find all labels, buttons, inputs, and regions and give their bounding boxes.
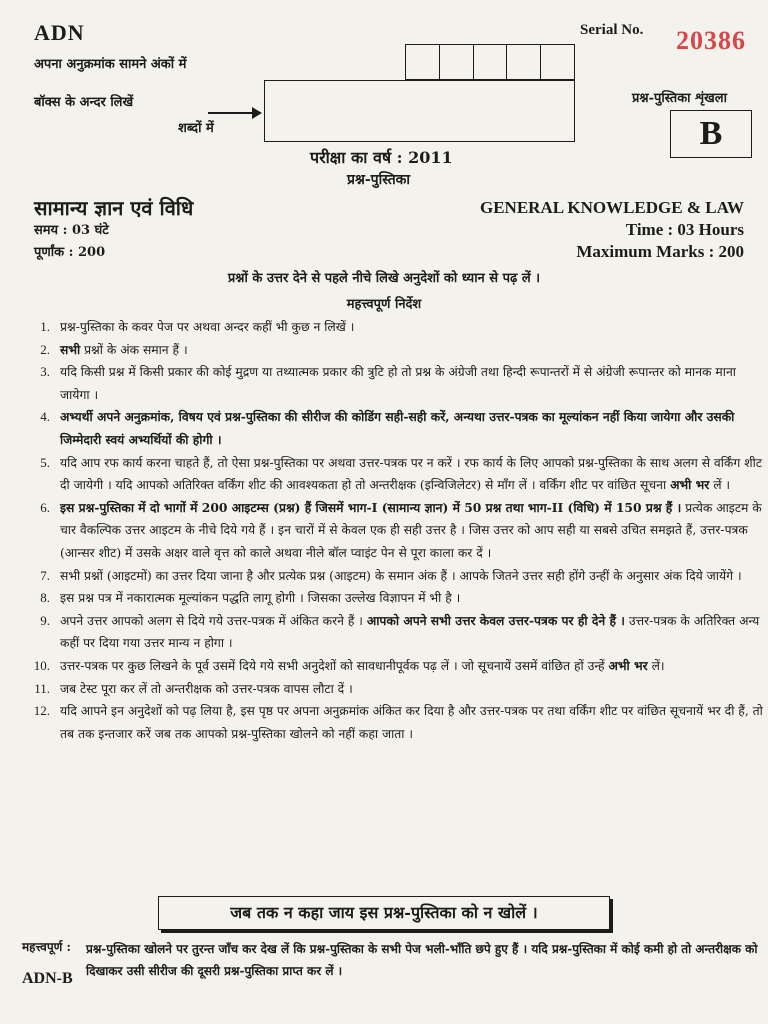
instruction-item bbox=[26, 700, 766, 745]
item-bold-text: अभी भर bbox=[670, 477, 710, 493]
digit-box[interactable] bbox=[406, 45, 440, 79]
instruction-item bbox=[26, 361, 766, 406]
item-bold-text: इस प्रश्न-पुस्तिका में दो भागों में 200 आइटम्स (प्रश्न) हैं जिसमें भाग-I (सामान्य ज्ञान) में 50 प्रश्न तथा भाग-II (विधि) में 150 प्रश्न हैं । bbox=[60, 499, 682, 515]
time-hindi: समय : 03 घंटे bbox=[34, 223, 109, 238]
item-text: प्रश्न-पुस्तिका के कवर पेज पर अथवा अन्दर कहीं भी कुछ न लिखें । bbox=[60, 320, 355, 334]
instruction-item bbox=[26, 452, 766, 497]
digit-box[interactable] bbox=[474, 45, 508, 79]
arrow-icon bbox=[208, 112, 258, 114]
item-text: लें । bbox=[709, 478, 731, 493]
instruction-item bbox=[26, 339, 766, 362]
item-text: सभी प्रश्नों (आइटमों) का उत्तर दिया जाना है और प्रत्येक प्रश्न (आइटम) के समान अंक हैं । आपके जितने उत्तर सही होंगे उन्हीं के अनुसार अंक दिये जायेंगे । bbox=[60, 568, 742, 583]
item-number: 8. bbox=[40, 590, 50, 606]
instruction-item bbox=[26, 316, 766, 339]
item-text: उत्तर-पत्रक के अतिरिक्त अन्य कहीं पर दिया गया उत्तर मान्य न होगा । bbox=[60, 613, 760, 651]
footer-code: ADN-B bbox=[22, 970, 73, 987]
item-number: 10. bbox=[33, 657, 50, 673]
marks-english: Maximum Marks : 200 bbox=[576, 242, 744, 261]
instruction-item bbox=[26, 406, 766, 451]
item-text: इस प्रश्न पत्र में नकारात्मक मूल्यांकन पद्धति लागू होगी । जिसका उल्लेख विज्ञापन में भी है । bbox=[60, 591, 461, 606]
instruction-item bbox=[26, 497, 766, 565]
serial-number: 20386 bbox=[676, 26, 746, 55]
subject-title-english: GENERAL KNOWLEDGE & LAW bbox=[479, 198, 744, 217]
instruction-item bbox=[26, 678, 766, 701]
instruction-item bbox=[26, 610, 766, 655]
serial-label: Serial No. bbox=[580, 22, 644, 38]
item-text: यदि आपने इन अनुदेशों को पढ़ लिया है, इस पृष्ठ पर अपना अनुक्रमांक अंकित कर दिया है और उत्तर-पत्रक पर तथा वर्किंग शीट पर वांछित सूचनायें भर दी हैं, तो तब तक इन्तजार करें जब तक आपको प्रश्न-पुस्तिका खोलने को नहीं कहा जाता । bbox=[60, 704, 763, 741]
booklet-label: प्रश्न-पुस्तिका bbox=[347, 172, 411, 188]
item-bold-text: अभ्यर्थी अपने अनुक्रमांक, विषय एवं प्रश्न-पुस्तिका की सीरीज की कोडिंग सही-सही करें, अन्यथा उत्तर-पत्रक का मूल्यांकन नहीं किया जायेगा और उसकी जिम्मेदारी स्वयं अभ्यर्थियों की होगी । bbox=[60, 409, 735, 447]
instruction-item bbox=[26, 565, 766, 588]
time-english: Time : 03 Hours bbox=[625, 220, 744, 239]
roll-number-words-box[interactable] bbox=[264, 80, 575, 142]
instruction-list bbox=[26, 316, 766, 745]
series-label: प्रश्न-पुस्तिका शृंखला bbox=[632, 91, 727, 106]
roll-instruction-line2: बॉक्स के अन्दर लिखें bbox=[34, 95, 134, 110]
item-text: अपने उत्तर आपको अलग से दिये गये उत्तर-पत्रक में अंकित करने हैं । bbox=[60, 613, 367, 628]
roll-instruction-line1: अपना अनुक्रमांक सामने अंकों में bbox=[34, 57, 187, 72]
item-text: जब टेस्ट पूरा कर लें तो अन्तरीक्षक को उत्तर-पत्रक वापस लौटा दें । bbox=[60, 681, 353, 696]
subject-title-hindi: सामान्य ज्ञान एवं विधि bbox=[34, 196, 194, 220]
item-text: प्रश्नों के अंक समान हैं । bbox=[80, 342, 188, 357]
item-number: 2. bbox=[40, 341, 50, 357]
item-number: 7. bbox=[40, 567, 50, 583]
item-bold-text: आपको अपने सभी उत्तर केवल उत्तर-पत्रक पर ही देने हैं । bbox=[366, 612, 625, 628]
item-text: प्रत्येक आइटम के चार वैकल्पिक उत्तर आइटम के नीचे दिये गये हैं । इन चारों में से केवल एक ही सही उत्तर है । जिस उत्तर को आप सही या सबसे उचित समझते हैं, उत्तर-पत्रक (आन्सर शीट) में उसके अक्षर वाले वृत्त को काले अथवा नीले बॉल प्वाइंट पेन से पूरा काला कर दें । bbox=[60, 500, 762, 560]
item-text: लें। bbox=[647, 658, 665, 673]
exam-year: परीक्षा का वर्ष : 2011 bbox=[310, 148, 453, 167]
arrow-head-icon bbox=[252, 107, 262, 119]
instructions-heading: महत्त्वपूर्ण निर्देश bbox=[346, 297, 422, 312]
words-label: शब्दों में bbox=[178, 121, 214, 136]
paper-code: ADN bbox=[34, 20, 85, 45]
item-number: 9. bbox=[40, 612, 50, 628]
digit-box[interactable] bbox=[541, 45, 574, 79]
item-bold-text: अभी भर bbox=[608, 657, 648, 673]
digit-box[interactable] bbox=[507, 45, 541, 79]
important-label: महत्त्वपूर्ण : bbox=[22, 940, 71, 954]
item-bold-text: सभी bbox=[60, 341, 81, 357]
item-number: 11. bbox=[34, 680, 50, 696]
roll-number-digit-boxes[interactable] bbox=[405, 44, 575, 80]
instruction-item bbox=[26, 655, 766, 678]
instruction-item bbox=[26, 587, 766, 610]
item-number: 1. bbox=[40, 319, 50, 334]
item-number: 5. bbox=[40, 454, 50, 470]
read-instructions-note: प्रश्नों के उत्तर देने से पहले नीचे लिखे अनुदेशों को ध्यान से पढ़ लें । bbox=[227, 271, 541, 286]
item-text: यदि किसी प्रश्न में किसी प्रकार की कोई मुद्रण या तथ्यात्मक प्रकार की त्रुटि हो तो प्रश्न के अंग्रेजी तथा हिन्दी रूपान्तरों में से अंग्रेजी रूपान्तर को मानक माना जायेगा । bbox=[60, 365, 736, 402]
item-text: यदि आप रफ कार्य करना चाहते हैं, तो ऐसा प्रश्न-पुस्तिका पर अथवा उत्तर-पत्रक पर न करें । रफ कार्य के लिए आपको प्रश्न-पुस्तिका के साथ अलग से वर्किंग शीट दी जायेगी । यदि आपको अतिरिक्त वर्किंग शीट की आवश्यकता हो तो अन्तरीक्षक (इन्विजिलेटर) से माँग लें । वर्किंग शीट पर वांछित सूचना bbox=[60, 455, 762, 493]
item-number: 12. bbox=[33, 703, 50, 719]
important-text: प्रश्न-पुस्तिका खोलने पर तुरन्त जाँच कर देख लें कि प्रश्न-पुस्तिका के सभी पेज भली-भाँति छपे हुए हैं । यदि प्रश्न-पुस्तिका में कोई कमी हो तो अन्तरीक्षक को दिखाकर उसी सीरीज की दूसरी प्रश्न-पुस्तिका प्राप्त कर लें । bbox=[86, 942, 758, 978]
item-text: उत्तर-पत्रक पर कुछ लिखने के पूर्व उसमें दिये गये सभी अनुदेशों को सावधानीपूर्वक पढ़ लें । जो सूचनायें उसमें वांछित हों उन्हें bbox=[60, 658, 609, 673]
item-number: 4. bbox=[40, 409, 50, 425]
item-number: 6. bbox=[40, 499, 50, 515]
marks-hindi: पूर्णांक : 200 bbox=[34, 245, 106, 260]
series-value-box: B bbox=[670, 110, 752, 158]
do-not-open-notice: जब तक न कहा जाय इस प्रश्न-पुस्तिका को न खोलें । bbox=[158, 896, 610, 930]
item-number: 3. bbox=[40, 364, 50, 380]
digit-box[interactable] bbox=[440, 45, 474, 79]
